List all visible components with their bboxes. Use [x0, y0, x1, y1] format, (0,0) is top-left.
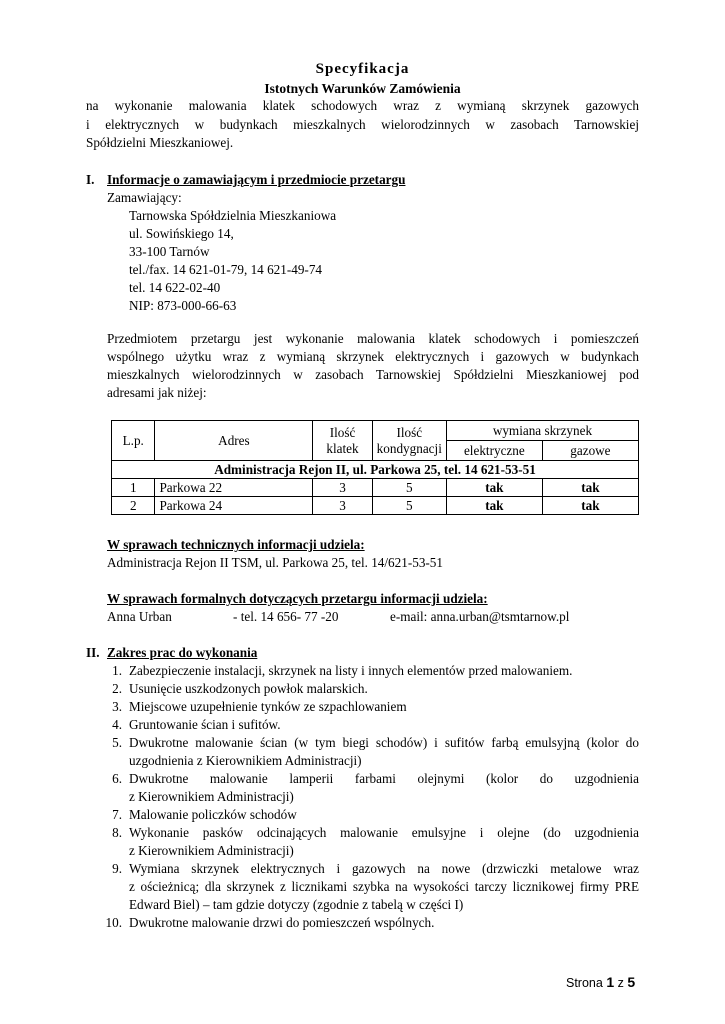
cell-elektryczne: tak — [446, 497, 542, 515]
cell-lp: 1 — [112, 479, 155, 497]
footer-strona: Strona — [566, 976, 603, 990]
intro-line-2: i elektrycznych w budynkach mieszkalnych wielorodzinnych w zasobach Tarnowskiej — [86, 117, 639, 132]
zamawiajacy-label: Zamawiający: — [107, 190, 182, 205]
header-adres: Adres — [155, 421, 313, 461]
list-item-number: 1. — [112, 663, 122, 678]
formal-heading: W sprawach formalnych dotyczących przetargu informacji udziela: — [107, 591, 488, 606]
cell-lp: 2 — [112, 497, 155, 515]
list-item-number: 8. — [112, 825, 122, 840]
footer-z: z — [617, 976, 624, 990]
cell-elektryczne: tak — [446, 479, 542, 497]
header-kondygnacji — [372, 421, 446, 461]
header-lp: L.p. — [112, 421, 155, 461]
header-elektryczne: elektryczne — [446, 441, 542, 461]
document-subtitle: Istotnych Warunków Zamówienia — [264, 81, 461, 96]
header-kond-line2: kondygnacji — [376, 440, 442, 456]
list-item-cont: z Kierownikiem Administracji) — [129, 789, 294, 804]
table-group-row: Administracja Rejon II, ul. Parkowa 25, tel. 14 621-53-51 — [112, 461, 639, 479]
cell-gazowe: tak — [542, 497, 638, 515]
list-item: Miejscowe uzupełnienie tynków ze szpachlowaniem — [129, 699, 407, 714]
cell-klatek: 3 — [313, 479, 372, 497]
section1-heading: Informacje o zamawiającym i przedmiocie przetargu — [107, 172, 406, 187]
tech-heading: W sprawach technicznych informacji udziela: — [107, 537, 365, 552]
address-line: tel. 14 622-02-40 — [129, 280, 221, 295]
header-kond-line1: Ilość — [396, 424, 423, 440]
list-item: Dwukrotne malowanie lamperii farbami olejnymi (kolor do uzgodnienia — [129, 771, 639, 786]
footer-page-number: 1 — [606, 974, 615, 990]
footer-page-total: 5 — [627, 974, 636, 990]
section2-roman: II. — [86, 645, 100, 660]
intro-line-1: na wykonanie malowania klatek schodowych wraz z wymianą skrzynek gazowych — [86, 98, 639, 113]
cell-kondygnacji: 5 — [372, 479, 446, 497]
address-line: 33-100 Tarnów — [129, 244, 210, 259]
list-item: Zabezpieczenie instalacji, skrzynek na listy i innych elementów przed malowaniem. — [129, 663, 573, 678]
list-item: Gruntowanie ścian i sufitów. — [129, 717, 281, 732]
address-line: Tarnowska Spółdzielnia Mieszkaniowa — [129, 208, 337, 223]
address-line: NIP: 873-000-66-63 — [129, 298, 237, 313]
przedmiot-line-1: Przedmiotem przetargu jest wykonanie malowania klatek schodowych i pomieszczeń — [107, 331, 639, 346]
cell-adres: Parkowa 24 — [155, 497, 313, 515]
list-item-number: 9. — [112, 861, 122, 876]
list-item-number: 7. — [112, 807, 122, 822]
page-footer — [566, 973, 635, 992]
list-item: Malowanie policzków schodów — [129, 807, 297, 822]
table-row — [112, 479, 639, 497]
section1-roman: I. — [86, 172, 95, 187]
list-item-cont: z ościeżnicą; dla skrzynek z licznikami szybka na wysokości tarczy licznikowej firmy PRE — [129, 879, 639, 894]
cell-adres: Parkowa 22 — [155, 479, 313, 497]
list-item-number: 5. — [112, 735, 122, 750]
header-klatek — [313, 421, 372, 461]
list-item: Dwukrotne malowanie ścian (w tym biegi schodów) i sufitów farbą emulsyjną (kolor do — [129, 735, 639, 750]
header-klatek-line2: klatek — [326, 440, 359, 456]
przedmiot-line-3: mieszkalnych wielorodzinnych w zasobach Tarnowskiej Spółdzielni Mieszkaniowej pod — [107, 367, 639, 382]
cell-gazowe: tak — [542, 479, 638, 497]
list-item: Dwukrotne malowanie drzwi do pomieszczeń wspólnych. — [129, 915, 435, 930]
list-item-number: 6. — [112, 771, 122, 786]
przedmiot-line-4: adresami jak niżej: — [107, 385, 207, 400]
address-line: ul. Sowińskiego 14, — [129, 226, 234, 241]
contact-phone: - tel. 14 656- 77 -20 — [233, 609, 339, 624]
tech-text: Administracja Rejon II TSM, ul. Parkowa 25, tel. 14/621-53-51 — [107, 555, 443, 570]
list-item-number: 10. — [105, 915, 122, 930]
intro-line-3: Spółdzielni Mieszkaniowej. — [86, 135, 234, 150]
list-item-cont: z Kierownikiem Administracji) — [129, 843, 294, 858]
contact-name: Anna Urban — [107, 609, 172, 624]
cell-klatek: 3 — [313, 497, 372, 515]
table-row — [112, 497, 639, 515]
header-klatek-line1: Ilość — [329, 424, 356, 440]
document-title: Specyfikacja — [315, 61, 410, 77]
cell-kondygnacji: 5 — [372, 497, 446, 515]
list-item: Wykonanie pasków odcinających malowanie emulsyjne i olejne (do uzgodnienia — [129, 825, 639, 840]
buildings-table — [111, 420, 639, 515]
list-item-cont: Edward Biel) – tam gdzie dotyczy (zgodnie z tabelą w części I) — [129, 897, 464, 912]
przedmiot-line-2: wspólnego użytku wraz z wymianą skrzynek elektrycznych i gazowych w budynkach — [107, 349, 639, 364]
section2-heading: Zakres prac do wykonania — [107, 645, 258, 660]
list-item: Wymiana skrzynek elektrycznych i gazowych na nowe (drzwiczki metalowe wraz — [129, 861, 639, 876]
address-line: tel./fax. 14 621-01-79, 14 621-49-74 — [129, 262, 323, 277]
header-gazowe: gazowe — [542, 441, 638, 461]
header-wymiana: wymiana skrzynek — [446, 421, 638, 441]
list-item: Usunięcie uszkodzonych powłok malarskich. — [129, 681, 368, 696]
contact-email: e-mail: anna.urban@tsmtarnow.pl — [390, 609, 570, 624]
list-item-number: 2. — [112, 681, 122, 696]
list-item-number: 4. — [112, 717, 122, 732]
list-item-number: 3. — [112, 699, 122, 714]
list-item-cont: uzgodnienia z Kierownikiem Administracji) — [129, 753, 362, 768]
